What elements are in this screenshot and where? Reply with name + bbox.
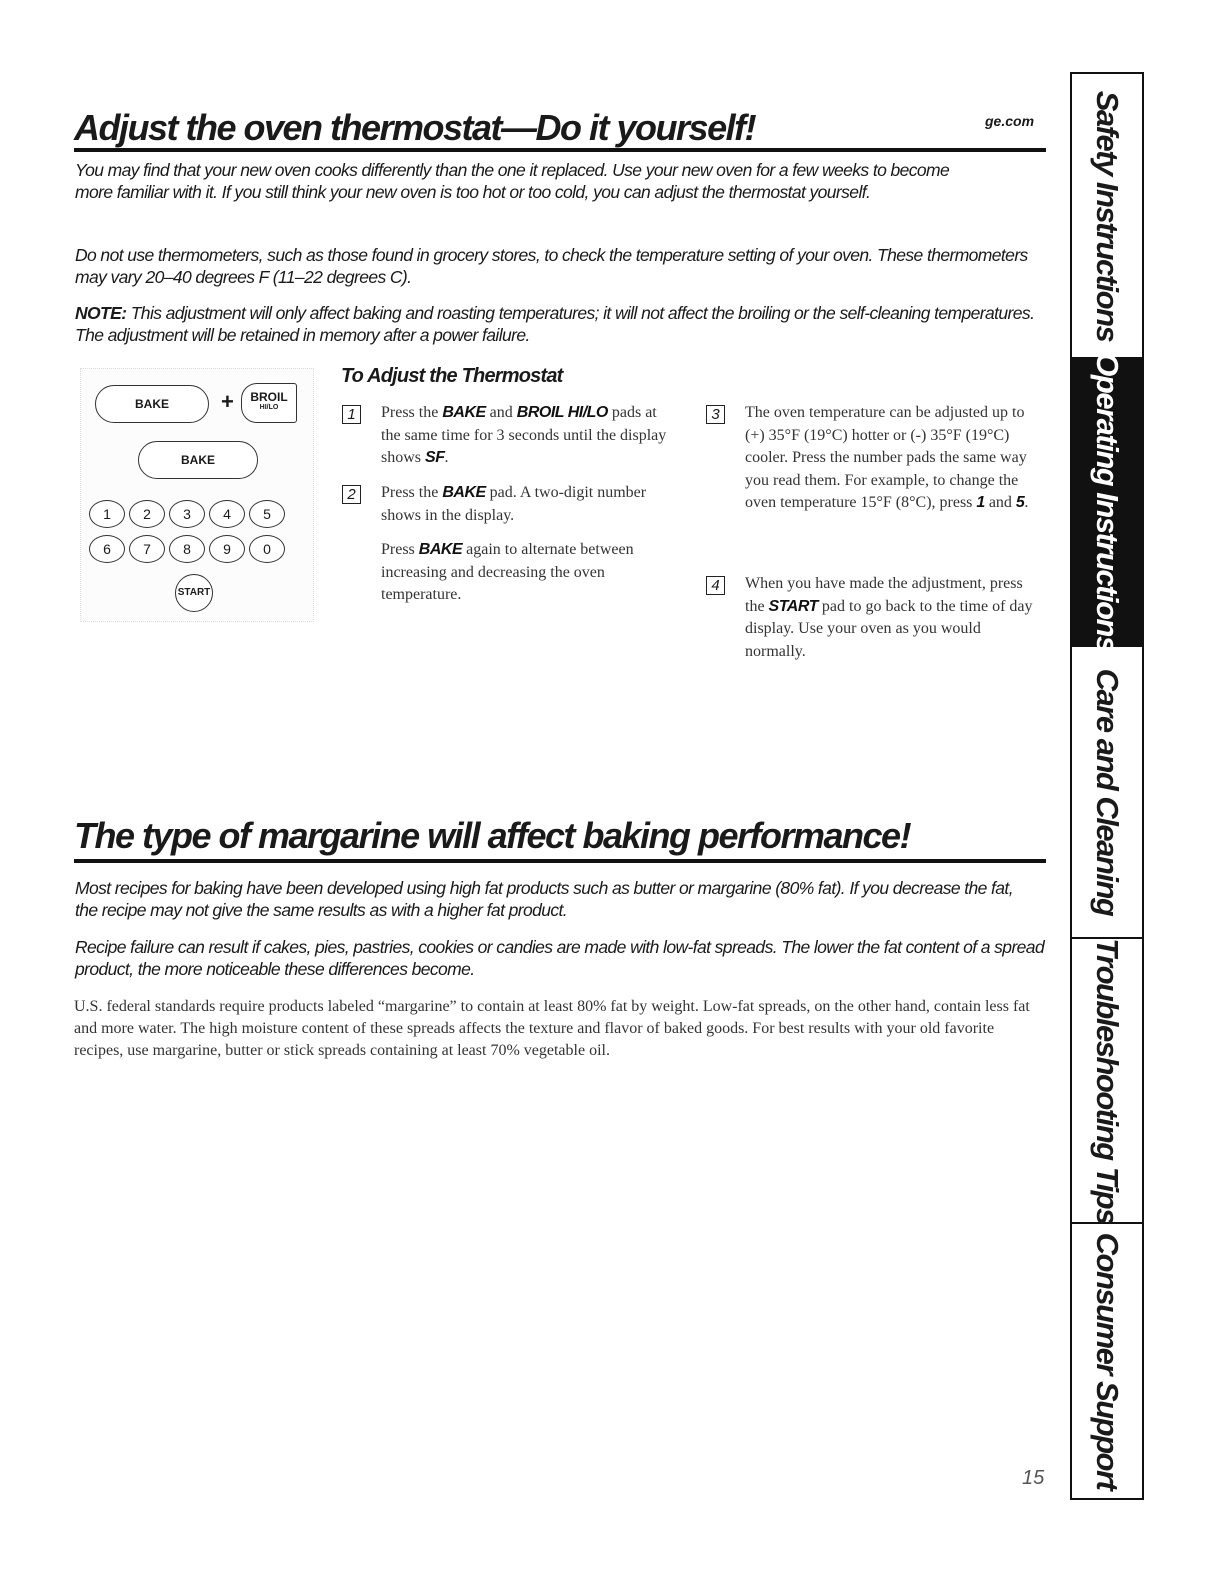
step-1 [342,402,672,472]
step-1-number: 1 [342,405,361,424]
step-2 [342,482,672,612]
step-2-number: 2 [342,485,361,504]
broil-hilo-pad [241,383,297,423]
margarine-body: U.S. federal standards require products labeled “margarine” to contain at least 80% fat by weight. Low-fat spreads, on the other hand, contain less fat and more water. The high moisture content of these spreads affects the texture and flavor of baked goods. For best results with your old favorite recipes, use margarine, butter or stick spreads containing at least 70% vegetable oil. [74,998,1030,1059]
step-4 [706,573,1046,693]
key-5: 5 [249,500,285,528]
step-4-start: START [768,597,818,615]
step-3-number: 3 [706,405,725,424]
step-2-text-d: again to alternate between increasing and decreasing the oven temperature. [381,541,634,603]
web-address: ge.com [985,113,1035,129]
key-9: 9 [209,535,245,563]
tab-safety-instructions[interactable] [1072,74,1142,359]
margarine-warning: Recipe failure can result if cakes, pies, pastries, cookies or candies are made with low-fat spreads. The lower the fat content of a spread product, the more noticeable these differences become. [75,937,1045,979]
step-2-bake-again: BAKE [418,541,463,558]
tab-consumer-label: Consumer Support [1090,1232,1125,1490]
key-8: 8 [169,535,205,563]
step-2-text-continued [381,539,661,607]
tab-care-label: Care and Cleaning [1090,668,1125,916]
step-3-text-b: and [984,494,1016,511]
key-4: 4 [209,500,245,528]
step-4-text-b: pad to go back to the time of day display. Use your oven as you would normally. [745,597,1033,660]
step-2-text-b: pad. A two-digit number shows in the display. [381,484,647,524]
step-3-text-c: . [1024,494,1029,511]
step-1-text [381,402,676,470]
hilo-label: HI/LO [259,404,279,411]
step-1-sf: SF [425,449,445,466]
intro-paragraph: You may find that your new oven cooks differently than the one it replaced. Use your new oven for a few weeks to become more familiar with it. If you still think your new oven is too hot or too cold, you can adjust the thermostat yourself. [75,160,950,202]
step-4-number: 4 [706,576,725,595]
key-7: 7 [129,535,165,563]
key-0: 0 [249,535,285,563]
step-1-broil: BROIL HI/LO [516,404,608,421]
step-1-text-d: . [444,449,449,466]
start-pad: START [175,574,213,612]
bake-pad: BAKE [95,385,209,423]
step-1-bake: BAKE [442,404,486,421]
key-6: 6 [89,535,125,563]
key-1: 1 [89,500,125,528]
step-3-text [745,402,1047,515]
key-3: 3 [169,500,205,528]
title-rule-2 [74,859,1046,863]
tab-care-and-cleaning[interactable] [1072,647,1142,939]
bake-pad-again: BAKE [138,441,258,479]
tab-operating-instructions[interactable] [1072,352,1142,652]
step-4-text [745,573,1045,663]
step-3-key-1: 1 [976,494,985,511]
tab-troubleshooting-label: Troubleshooting Tips [1090,937,1125,1224]
title-rule [74,148,1046,152]
step-1-text-c: pads at the same time for 3 seconds until the display shows [381,404,667,466]
warning-paragraph: Do not use thermometers, such as those found in grocery stores, to check the temperature setting of your oven. These thermometers may vary 20–40 degrees F (11–22 degrees C). [75,245,1028,287]
page-number: 15 [1022,1467,1045,1489]
key-2: 2 [129,500,165,528]
tab-troubleshooting-tips[interactable] [1072,939,1142,1224]
step-2-text [381,482,651,527]
step-2-text-c: Press [381,541,419,558]
tab-operating-label: Operating Instructions [1090,352,1125,652]
step-3 [706,402,1046,562]
tab-consumer-support[interactable] [1072,1224,1142,1498]
step-1-text-a: Press the [381,404,443,421]
step-3-key-5: 5 [1015,494,1025,511]
step-2-bake: BAKE [442,484,486,501]
step-1-text-b: and [485,404,517,421]
control-panel-illustration [80,368,314,622]
tab-safety-label: Safety Instructions [1090,90,1125,341]
section-tabs [1070,72,1144,1500]
subsection-title: To Adjust the Thermostat [341,365,563,387]
plus-sign: + [221,389,234,414]
broil-label: BROIL [250,390,288,404]
step-4-text-a: When you have made the adjustment, press the [745,575,1023,615]
section-title-margarine: The type of margarine will affect baking performance! [74,815,911,856]
step-3-text-a: The oven temperature can be adjusted up to (+) 35°F (19°C) hotter or (-) 35°F (19°C) cooler. Press the number pads the same way you read them. For example, to change the oven temperature 15°F (8°C), press [745,404,1027,511]
step-2-text-a: Press the [381,484,443,501]
note-text: This adjustment will only affect baking and roasting temperatures; it will not affect the broiling or the self-cleaning temperatures. The adjustment will be retained in memory after a power failure. [75,303,1035,345]
note-label: NOTE: [75,303,127,323]
note-paragraph [75,303,1035,346]
section-title-thermostat: Adjust the oven thermostat—Do it yourself! [74,107,756,148]
margarine-intro: Most recipes for baking have been developed using high fat products such as butter or margarine (80% fat). If you decrease the fat, the recipe may not give the same results as with a higher fat product. [75,878,1013,920]
